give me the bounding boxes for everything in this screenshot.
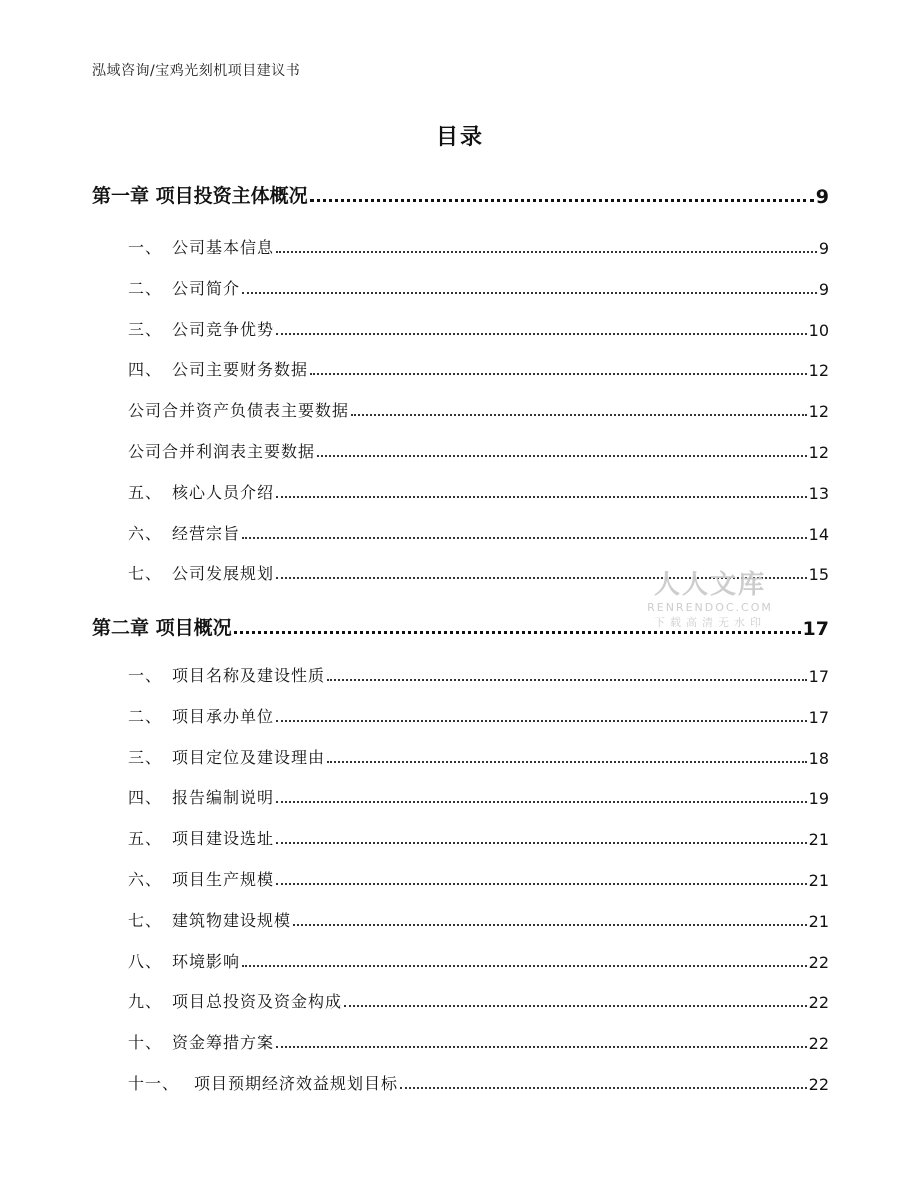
toc-section-entry[interactable] (128, 1031, 829, 1053)
section-number: 九、 (128, 992, 163, 1011)
leader-dots (276, 841, 807, 844)
section-number: 二、 (128, 707, 163, 726)
section-number: 十一、 (128, 1074, 180, 1093)
page-number: 9 (818, 280, 829, 299)
toc-section-entry[interactable] (128, 277, 829, 299)
page-number: 17 (802, 618, 829, 640)
section-number: 七、 (128, 911, 163, 930)
leader-dots (276, 1045, 807, 1048)
section-title: 公司竞争优势 (172, 320, 275, 339)
leader-dots (242, 291, 817, 294)
leader-dots (310, 198, 814, 202)
page-number: 10 (808, 321, 829, 340)
leader-dots (276, 719, 807, 722)
section-title: 项目总投资及资金构成 (172, 992, 343, 1011)
section-title: 公司基本信息 (172, 238, 275, 257)
page-number: 21 (808, 830, 829, 849)
section-number: 五、 (128, 829, 163, 848)
watermark-logo-text: 人人文库 (653, 570, 766, 600)
section-number: 三、 (128, 320, 163, 339)
watermark-site: RENRENDOC.COM (647, 601, 773, 614)
leader-dots (351, 413, 807, 416)
toc-section-entry[interactable] (128, 440, 829, 462)
section-number: 七、 (128, 564, 163, 583)
watermark-subtitle: 下载高清无水印 (654, 616, 766, 629)
chapter-title: 第二章 项目概况 (92, 617, 232, 639)
page-number: 17 (808, 708, 829, 727)
section-title: 公司发展规划 (172, 564, 275, 583)
section-title: 环境影响 (172, 952, 241, 971)
toc-section-entry[interactable] (128, 236, 829, 258)
section-title: 核心人员介绍 (172, 483, 275, 502)
section-title: 公司合并资产负债表主要数据 (128, 401, 350, 420)
section-title: 项目生产规模 (172, 870, 275, 889)
toc-section-entry[interactable] (128, 909, 829, 931)
section-title: 资金筹措方案 (172, 1033, 275, 1052)
running-header: 泓域咨询/宝鸡光刻机项目建议书 (92, 63, 301, 79)
leader-dots (327, 760, 807, 763)
toc-chapter-entry[interactable] (92, 182, 829, 208)
toc-section-entry[interactable] (128, 990, 829, 1012)
toc-section-entry[interactable] (128, 827, 829, 849)
section-number: 八、 (128, 952, 163, 971)
section-title: 项目定位及建设理由 (172, 748, 326, 767)
leader-dots (400, 1086, 807, 1089)
leader-dots (234, 630, 801, 634)
section-number: 六、 (128, 870, 163, 889)
page-number: 22 (808, 1034, 829, 1053)
page-number: 9 (818, 239, 829, 258)
page-number: 21 (808, 912, 829, 931)
section-title: 公司简介 (172, 279, 241, 298)
toc-section-entry[interactable] (128, 358, 829, 380)
section-title: 项目承办单位 (172, 707, 275, 726)
toc-section-entry[interactable] (128, 399, 829, 421)
toc-section-entry[interactable] (128, 318, 829, 340)
section-title: 项目预期经济效益规划目标 (194, 1074, 399, 1093)
leader-dots (293, 923, 807, 926)
toc-section-entry[interactable] (128, 522, 829, 544)
leader-dots (276, 495, 807, 498)
chapter-title: 第一章 项目投资主体概况 (92, 185, 308, 207)
section-number: 四、 (128, 360, 163, 379)
leader-dots (276, 332, 807, 335)
page-number: 22 (808, 1075, 829, 1094)
leader-dots (276, 882, 807, 885)
section-title: 报告编制说明 (172, 788, 275, 807)
leader-dots (276, 250, 817, 253)
page-number: 18 (808, 749, 829, 768)
section-number: 二、 (128, 279, 163, 298)
page-number: 21 (808, 871, 829, 890)
page-number: 15 (808, 565, 829, 584)
section-number: 三、 (128, 748, 163, 767)
section-number: 一、 (128, 666, 163, 685)
toc-section-entry[interactable] (128, 481, 829, 503)
section-number: 四、 (128, 788, 163, 807)
leader-dots (310, 372, 807, 375)
page-number: 12 (808, 402, 829, 421)
section-title: 公司主要财务数据 (172, 360, 309, 379)
section-number: 一、 (128, 238, 163, 257)
section-title: 经营宗旨 (172, 524, 241, 543)
toc-section-entry[interactable] (128, 746, 829, 768)
page-number: 14 (808, 525, 829, 544)
toc-section-entry[interactable] (128, 705, 829, 727)
toc-section-entry[interactable] (128, 950, 829, 972)
section-title: 项目名称及建设性质 (172, 666, 326, 685)
toc-title: 目录 (435, 125, 484, 150)
page-number: 12 (808, 443, 829, 462)
section-title: 项目建设选址 (172, 829, 275, 848)
section-number: 六、 (128, 524, 163, 543)
leader-dots (327, 678, 807, 681)
leader-dots (276, 800, 807, 803)
page-number: 12 (808, 361, 829, 380)
toc-section-entry[interactable] (128, 868, 829, 890)
section-number: 五、 (128, 483, 163, 502)
watermark (646, 564, 774, 630)
leader-dots (344, 1004, 807, 1007)
leader-dots (242, 536, 807, 539)
page-number: 22 (808, 993, 829, 1012)
toc-section-entry[interactable] (128, 664, 829, 686)
page-number: 19 (808, 789, 829, 808)
page-number: 17 (808, 667, 829, 686)
page-number: 13 (808, 484, 829, 503)
leader-dots (317, 454, 807, 457)
page-number: 22 (808, 953, 829, 972)
section-number: 十、 (128, 1033, 163, 1052)
toc-section-entry[interactable] (128, 1072, 829, 1094)
section-title: 公司合并利润表主要数据 (128, 442, 316, 461)
page-number: 9 (815, 186, 829, 208)
toc-section-entry[interactable] (128, 786, 829, 808)
section-title: 建筑物建设规模 (172, 911, 292, 930)
leader-dots (242, 964, 807, 967)
